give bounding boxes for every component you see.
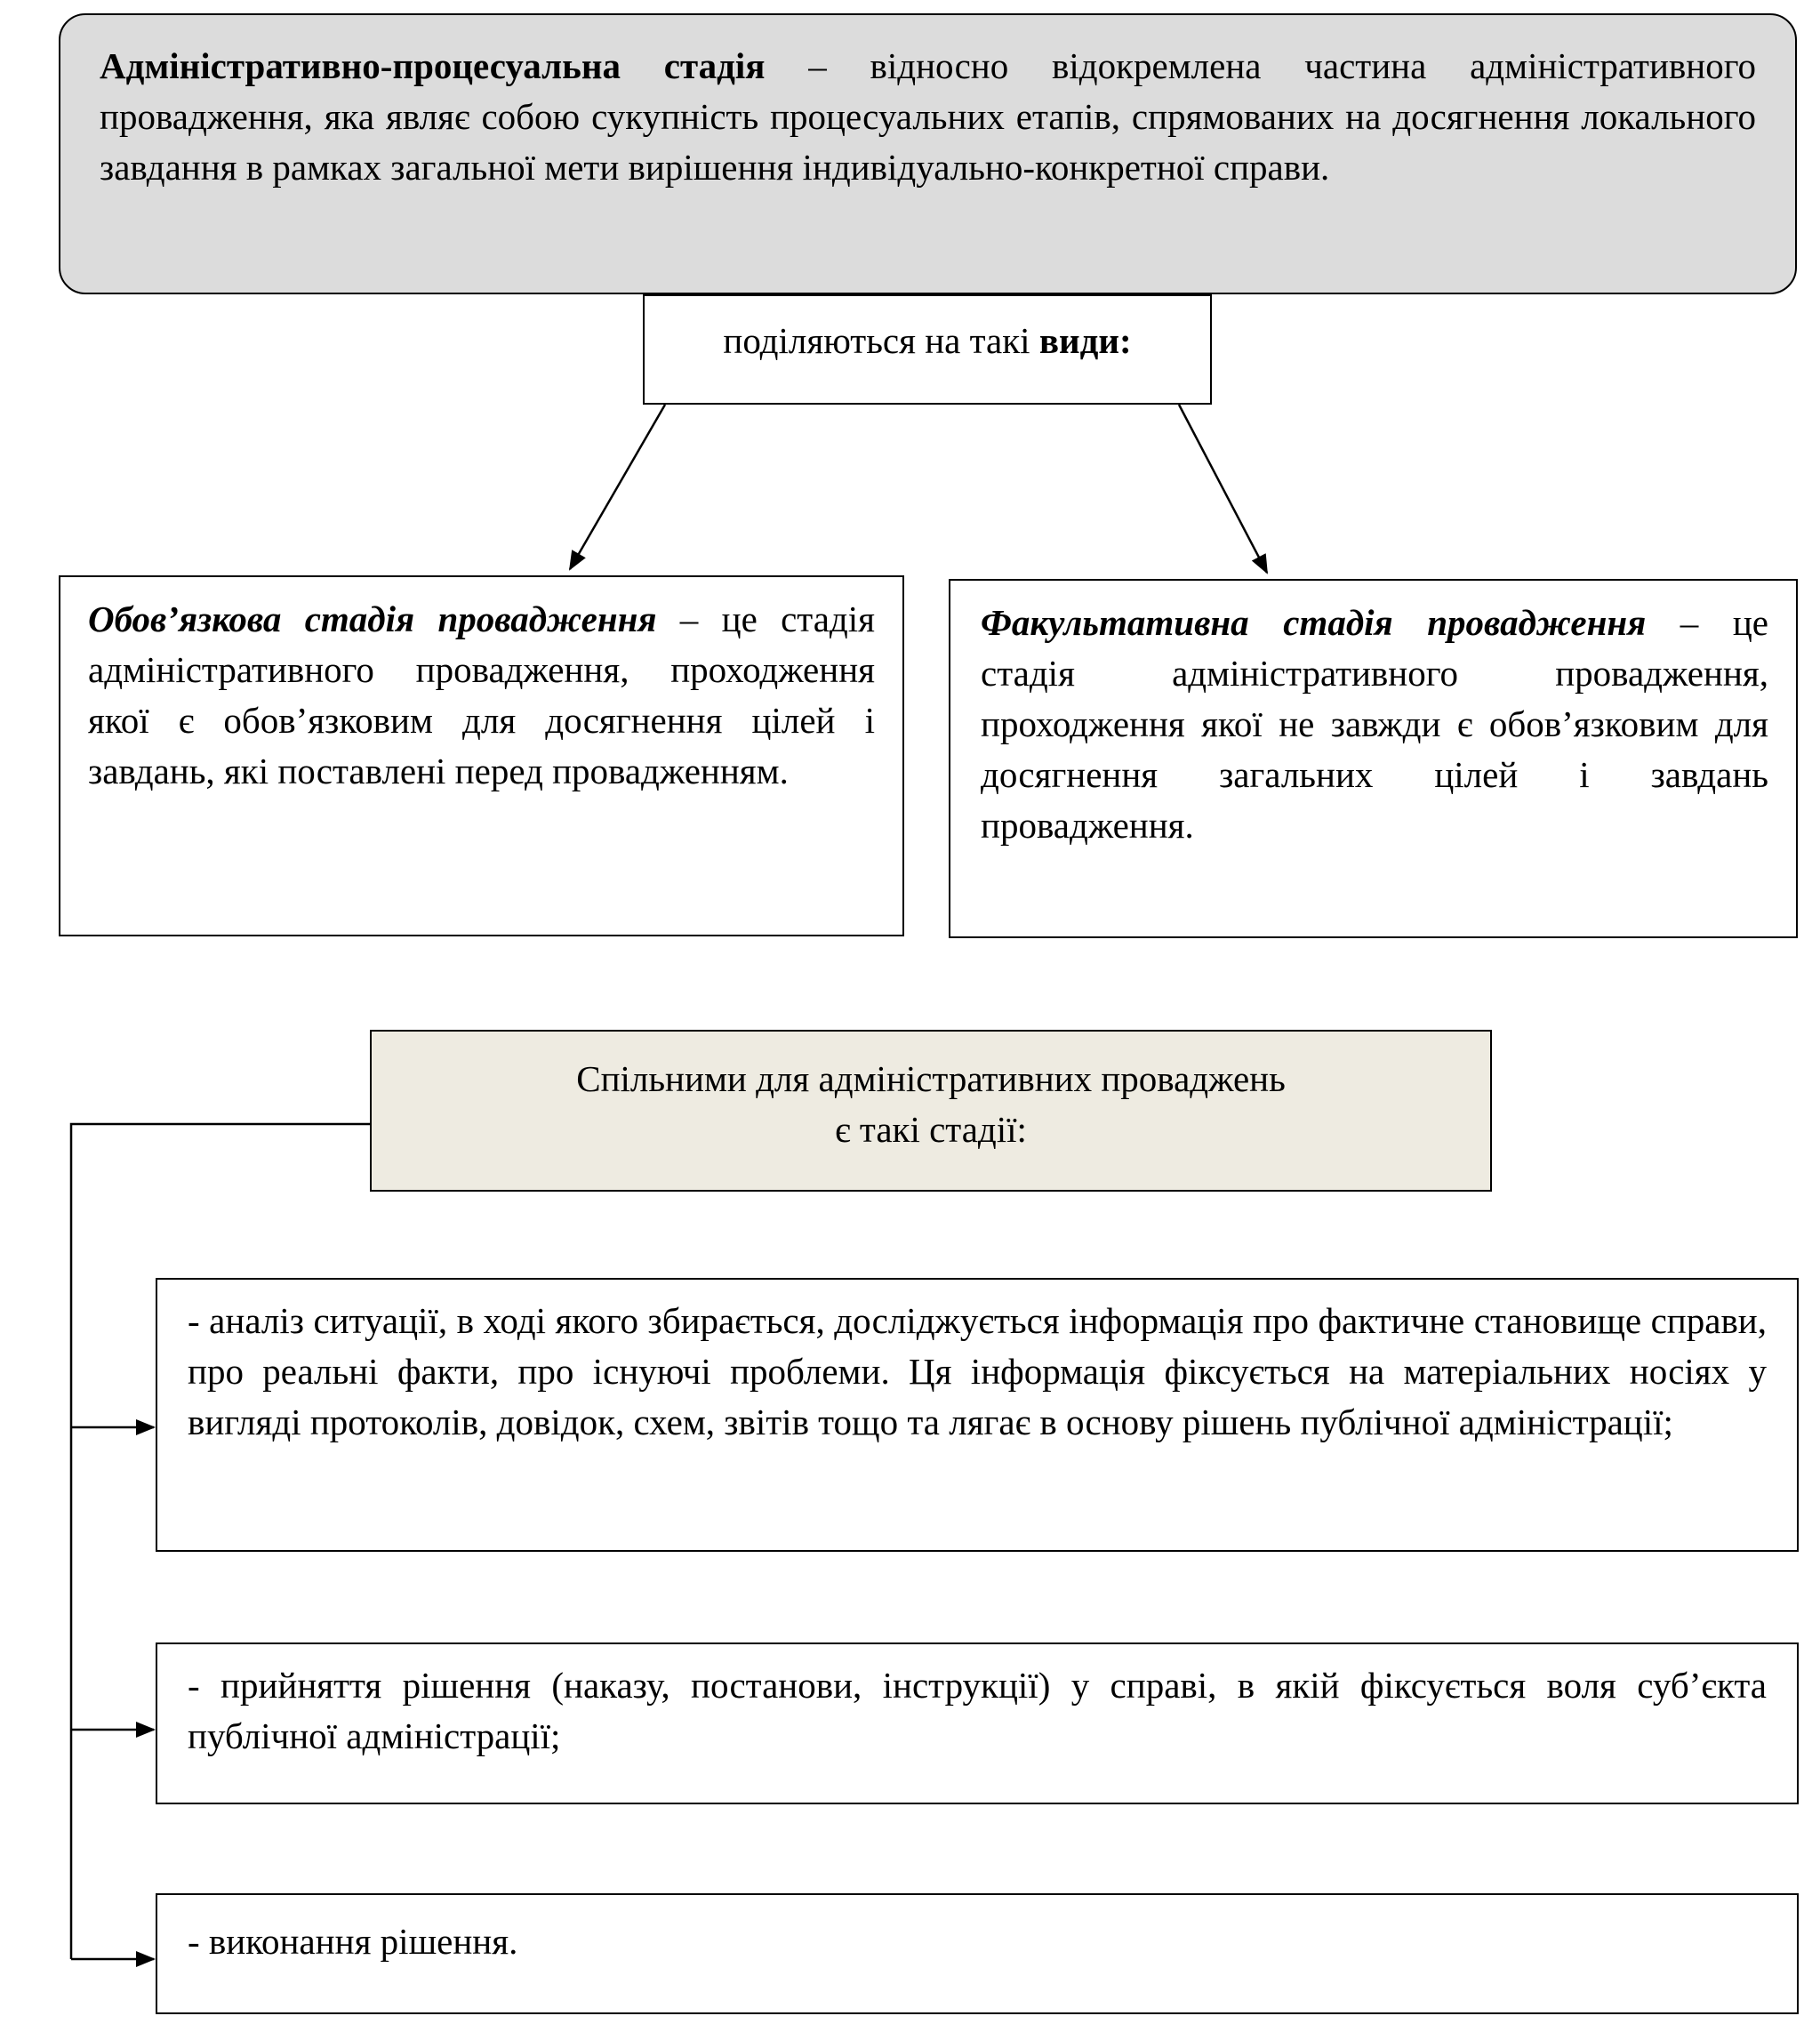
types-header-bold: види: [1038,320,1132,361]
stage-text-analysis: - аналіз ситуації, в ході якого збирається, досліджується інформація про фактичне становище справи, про реальні факти, про існуючі проблеми. Ця інформація фіксується на матеріальних носіях у вигляді протоколів, довідок, схем, звітів тощо та лягає в основу рішень публічної адміністрації; [188,1300,1767,1442]
stage-text-execution: - виконання рішення. [188,1921,518,1962]
definition-text: – відносно відокремлена частина адміністративного провадження, яка являє собою сукупність процесуальних етапів, спрямованих на досягнення локального завдання в рамках загальної мети вирішення індивідуально-конкретної справи. [100,45,1756,188]
optional-term: Факультативна стадія провадження [981,602,1647,643]
stage-text-decision: - прийняття рішення (наказу, постанови, інструкції) у справі, в якій фіксується воля суб’єкта публічної адміністрації; [188,1665,1767,1756]
mandatory-text: – це стадія адміністративного провадження, проходження якої є обов’язковим для досягнення цілей і завдань, які поставлені перед провадженням. [88,598,876,791]
mandatory-stage-box [59,575,904,936]
definition-box [59,13,1797,294]
stage-box-analysis [156,1278,1799,1552]
arrow-to-mandatory [570,405,665,569]
common-stages-box [370,1030,1492,1192]
stage-box-execution [156,1893,1799,2014]
arrow-to-optional [1179,405,1267,573]
types-header-box [643,294,1212,405]
common-header-line-2: є такі стадії: [835,1109,1027,1150]
common-header-line-1: Спільними для адміністративних проваджень [576,1058,1286,1099]
mandatory-term: Обов’язкова стадія провадження [88,598,657,639]
types-header-text: поділяються на такі [723,320,1039,361]
optional-stage-box [949,579,1798,938]
optional-text: – це стадія адміністративного провадження, проходження якої не завжди є обов’язковим для досягнення загальних цілей і завдань провадження. [981,602,1768,846]
stage-box-decision [156,1642,1799,1804]
definition-term: Адміністративно-процесуальна стадія [100,45,766,86]
